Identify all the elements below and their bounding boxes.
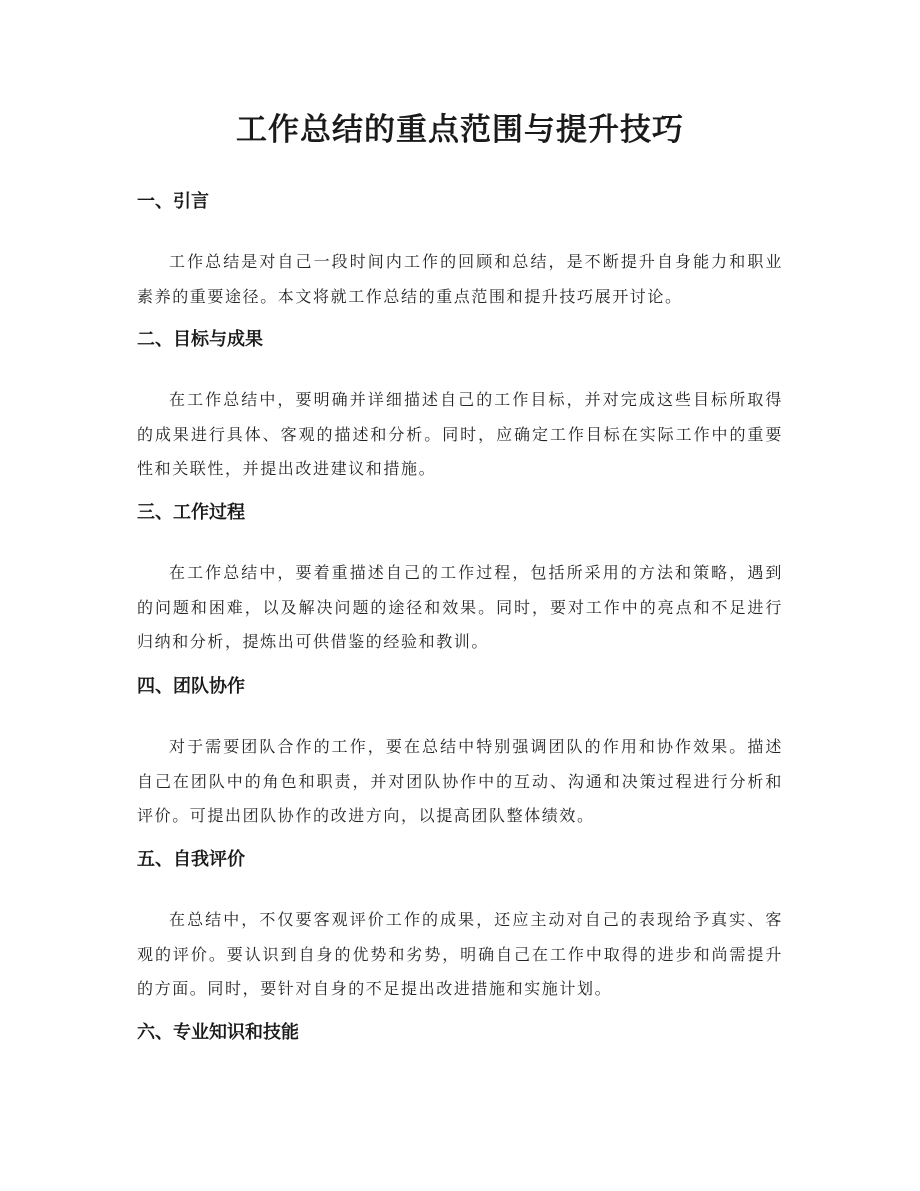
section-heading: 三、工作过程 (137, 502, 245, 523)
section-heading: 一、引言 (137, 191, 209, 212)
section-heading: 二、目标与成果 (137, 329, 263, 350)
section-heading: 六、专业知识和技能 (137, 1022, 299, 1043)
section-paragraph: 在总结中，不仅要客观评价工作的成果，还应主动对自己的表现给予真实、客观的评价。要认识到自身的优势和劣势，明确自己在工作中取得的进步和尚需提升的方面。同时，要针对自身的不足提出改进措施和实施计划。 (137, 910, 783, 998)
page-title: 工作总结的重点范围与提升技巧 (236, 112, 684, 148)
section-paragraph: 工作总结是对自己一段时间内工作的回顾和总结，是不断提升自身能力和职业素养的重要途径。本文将就工作总结的重点范围和提升技巧展开讨论。 (137, 252, 783, 306)
section-paragraph: 在工作总结中，要明确并详细描述自己的工作目标，并对完成这些目标所取得的成果进行具体、客观的描述和分析。同时，应确定工作目标在实际工作中的重要性和关联性，并提出改进建议和措施。 (137, 390, 783, 478)
section-goals-results (137, 327, 783, 487)
section-professional-skills (137, 1020, 783, 1046)
section-work-process (137, 500, 783, 660)
section-heading: 四、团队协作 (137, 676, 245, 697)
section-self-evaluation (137, 847, 783, 1007)
section-paragraph: 对于需要团队合作的工作，要在总结中特别强调团队的作用和协作效果。描述自己在团队中的角色和职责，并对团队协作中的互动、沟通和决策过程进行分析和评价。可提出团队协作的改进方向，以提高团队整体绩效。 (137, 737, 783, 825)
section-introduction (137, 189, 783, 314)
section-paragraph: 在工作总结中，要着重描述自己的工作过程，包括所采用的方法和策略，遇到的问题和困难，以及解决问题的途径和效果。同时，要对工作中的亮点和不足进行归纳和分析，提炼出可供借鉴的经验和教训。 (137, 563, 783, 651)
section-teamwork (137, 674, 783, 834)
section-heading: 五、自我评价 (137, 849, 245, 870)
